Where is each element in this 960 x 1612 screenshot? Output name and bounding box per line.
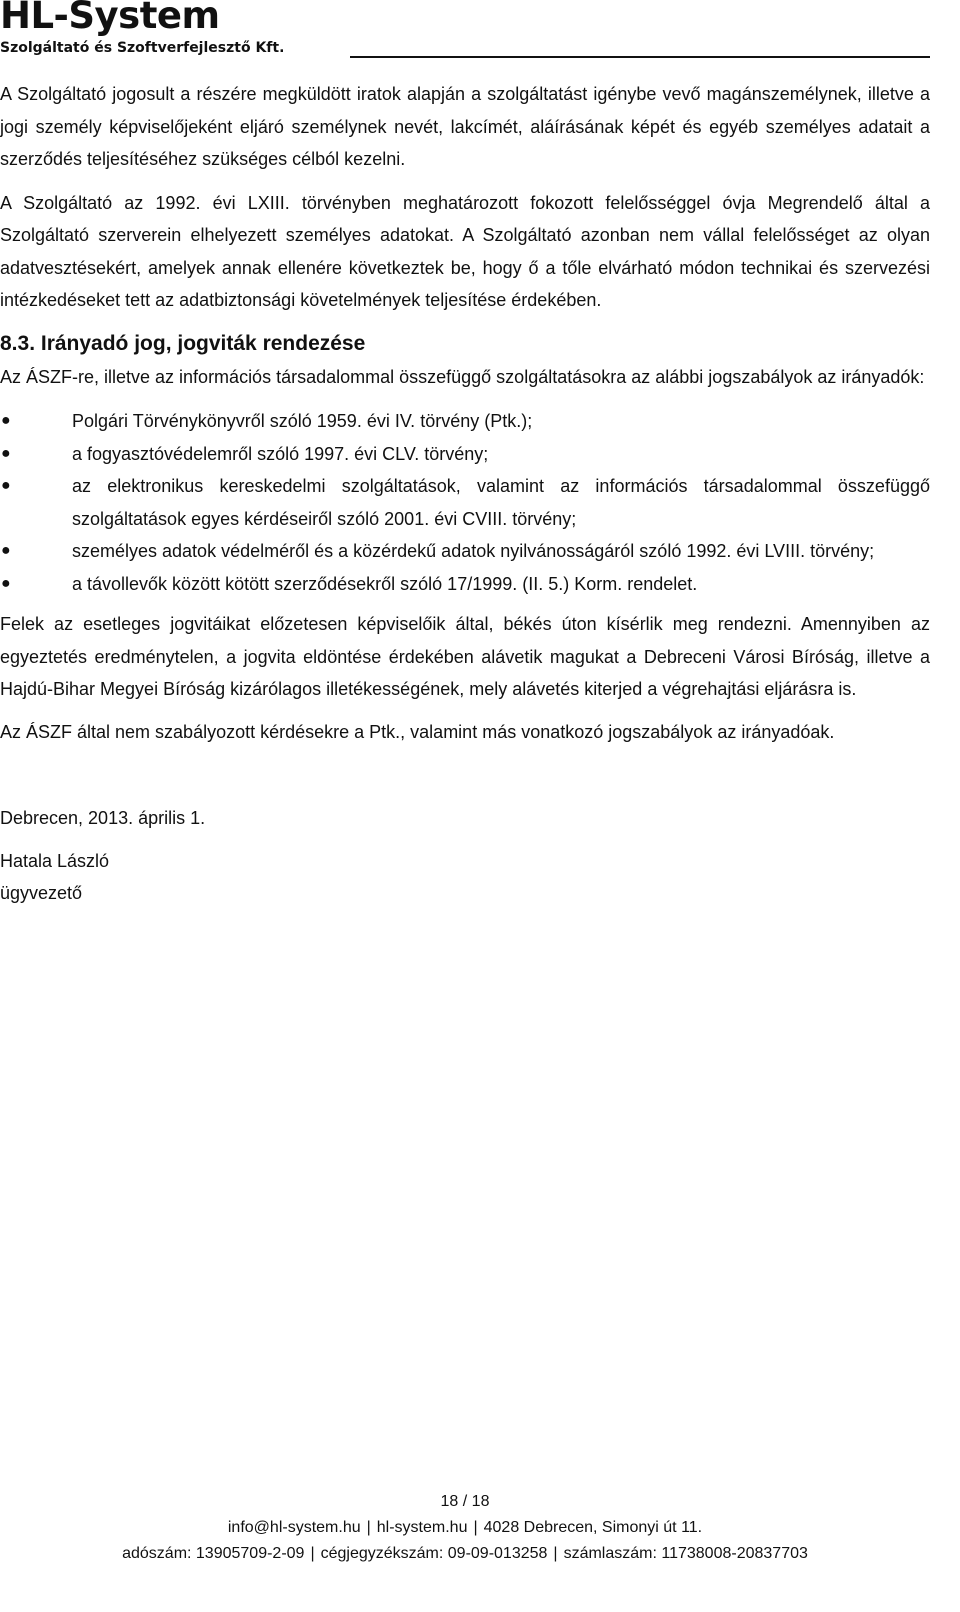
- footer-tax-number: adószám: 13905709-2-09: [122, 1545, 305, 1562]
- list-item-text: a távollevők között kötött szerződésekről szóló 17/1999. (II. 5.) Korm. rendelet.: [72, 573, 698, 594]
- section-heading: 8.3. Irányadó jog, jogviták rendezése: [0, 331, 366, 355]
- page-number: 18 / 18: [440, 1493, 490, 1510]
- bullet-icon: ●: [1, 444, 11, 462]
- law-list: [0, 405, 930, 600]
- list-item: [0, 405, 930, 438]
- date-line: Debrecen, 2013. április 1.: [0, 808, 206, 828]
- document-body: [0, 78, 930, 910]
- list-item-text: Polgári Törvénykönyvről szóló 1959. évi IV. törvény (Ptk.);: [72, 411, 533, 431]
- paragraph-unregulated-matters: Az ÁSZF által nem szabályozott kérdésekre a Ptk., valamint más vonatkozó jogszabályok az irányadóak.: [0, 721, 835, 742]
- paragraph-data-handling: A Szolgáltató jogosult a részére megküldött iratok alapján a szolgáltatást igénybe vevő magánszemélynek, illetve a jogi személy képviselőjeként eljáró személynek nevét, lakcímét, aláírásának képét és egyéb személyes adatait a szerződés teljesítéséhez szükséges célból kezelni.: [0, 84, 930, 169]
- bullet-icon: ●: [1, 477, 11, 494]
- bullet-icon: ●: [1, 412, 11, 429]
- paragraph-applicable-law-intro: Az ÁSZF-re, illetve az információs társadalommal összefüggő szolgáltatásokra az alábbi jogszabályok az irányadók:: [0, 366, 925, 387]
- footer-separator: |: [310, 1545, 315, 1562]
- page-footer: [0, 1489, 930, 1567]
- footer-separator: |: [473, 1519, 478, 1536]
- list-item: [0, 535, 930, 568]
- paragraph-dispute-resolution: Felek az esetleges jogvitáikat előzetesen képviselőik által, békés úton kísérlik meg rendezni. Amennyiben az egyeztetés eredménytelen, a jogvita eldöntése érdekében alávetik magukat a Debreceni Városi Bíróság, illetve a Hajdú-Bihar Megyei Bíróság kizárólagos illetékességének, mely alávetés kiterjed a végrehajtási eljárásra is.: [0, 614, 930, 699]
- list-item-text: az elektronikus kereskedelmi szolgáltatások, valamint az információs társadalommal összefüggő szolgáltatások egyes kérdéseiről szóló 2001. évi CVIII. törvény;: [72, 476, 930, 529]
- list-item-text: a fogyasztóvédelemről szóló 1997. évi CLV. törvény;: [72, 443, 489, 464]
- footer-account-number: számlaszám: 11738008-20837703: [563, 1545, 808, 1562]
- footer-separator: |: [366, 1519, 371, 1536]
- footer-address: 4028 Debrecen, Simonyi út 11.: [483, 1519, 703, 1536]
- footer-company-reg: cégjegyzékszám: 09-09-013258: [320, 1545, 548, 1562]
- registration-line: [0, 1541, 930, 1567]
- list-item: [0, 470, 930, 535]
- list-item: [0, 438, 930, 471]
- paragraph-data-protection: A Szolgáltató az 1992. évi LXIII. törvényben meghatározott fokozott felelősséggel óvja Megrendelő által a Szolgáltató szerverein elhelyezett személyes adatokat. A Szolgáltató azonban nem vállal felelősséget az olyan adatvesztésekért, amelyek annak ellenére következtek be, hogy ő a tőle elvárható módon technikai és szervezési intézkedéseket tett az adatbiztonsági követelmények teljesítése érdekében.: [0, 192, 930, 310]
- company-logo-subtitle: Szolgáltató és Szoftverfejlesztő Kft.: [0, 40, 285, 56]
- signer-name: Hatala László: [0, 850, 110, 871]
- company-logo-title: HL-System: [0, 0, 220, 37]
- contact-line: [0, 1515, 930, 1541]
- bullet-icon: ●: [1, 574, 11, 592]
- list-item-text: személyes adatok védelméről és a közérdekű adatok nyilvánosságáról szóló 1992. évi LVIII. törvény;: [72, 541, 875, 561]
- bullet-icon: ●: [1, 542, 11, 559]
- header-divider: [350, 56, 930, 58]
- footer-separator: |: [553, 1545, 558, 1562]
- footer-website: hl-system.hu: [376, 1519, 468, 1536]
- list-item: [0, 568, 930, 601]
- signer-title: ügyvezető: [0, 883, 83, 903]
- footer-email: info@hl-system.hu: [227, 1519, 361, 1536]
